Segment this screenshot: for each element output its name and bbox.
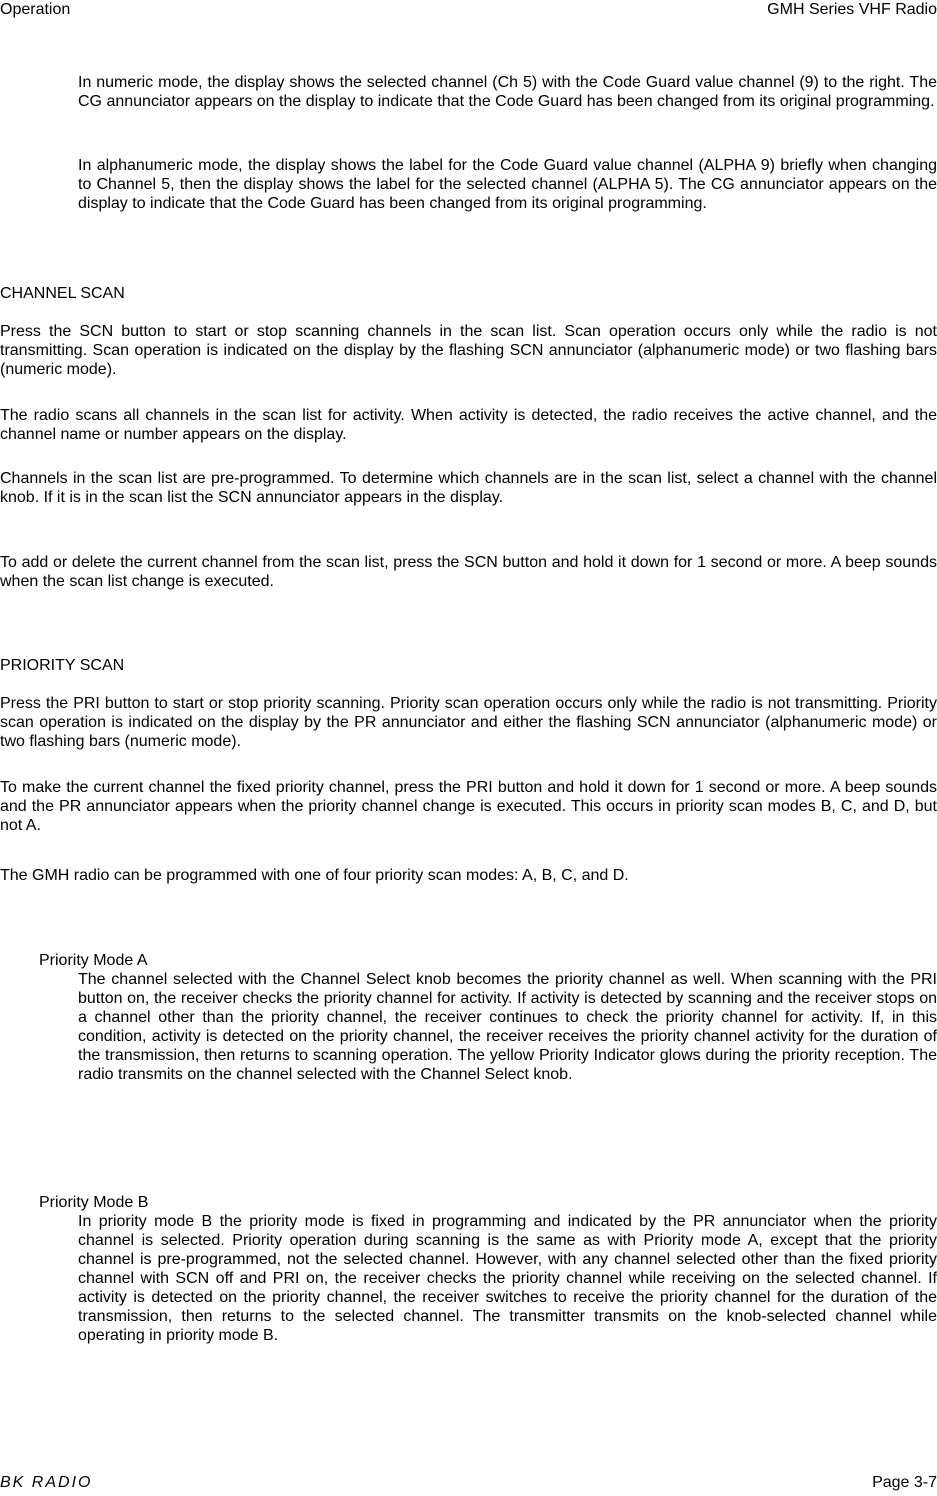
channel-scan-heading: CHANNEL SCAN — [0, 285, 125, 302]
intro-alphanumeric-paragraph: In alphanumeric mode, the display shows the label for the Code Guard value channel (ALPHA 9) briefly when changing to Channel 5, then the display shows the label for the selected channel (ALPHA 5). The CG annunciator appears on the display to indicate that the Code Guard has been changed from its original programming. — [78, 157, 937, 212]
priority-scan-heading: PRIORITY SCAN — [0, 657, 125, 674]
header-section-title: Operation — [0, 1, 71, 18]
channel-scan-paragraph-2: The radio scans all channels in the scan list for activity. When activity is detected, the radio receives the active channel, and the channel name or number appears on the display. — [0, 407, 937, 443]
priority-scan-paragraph-2: To make the current channel the fixed priority channel, press the PRI button and hold it down for 1 second or more. A beep sounds and the PR annunciator appears when the priority channel change is executed. This occurs in priority scan modes B, C, and D, but not A. — [0, 779, 937, 834]
channel-scan-paragraph-1: Press the SCN button to start or stop scanning channels in the scan list. Scan operation occurs only while the radio is not transmitting. Scan operation is indicated on the display by the flashing SCN annunciator (alphanumeric mode) or two flashing bars (numeric mode). — [0, 323, 937, 378]
intro-numeric-paragraph: In numeric mode, the display shows the selected channel (Ch 5) with the Code Guard value channel (9) to the right. The CG annunciator appears on the display to indicate that the Code Guard has been changed from its original programming. — [78, 74, 937, 110]
header-document-title: GMH Series VHF Radio — [767, 1, 937, 18]
priority-mode-a-body: The channel selected with the Channel Select knob becomes the priority channel as well. When scanning with the PRI button on, the receiver checks the priority channel for activity. If activity is detected by scanning and the receiver stops on a channel other than the priority channel, the receiver continues to check the priority channel for activity. If, in this condition, activity is detected on the priority channel, the receiver receives the priority channel activity for the duration of the transmission, then returns to scanning operation. The yellow Priority Indicator glows during the priority reception. The radio transmits on the channel selected with the Channel Select knob. — [78, 971, 937, 1083]
priority-mode-a-heading: Priority Mode A — [39, 952, 148, 969]
priority-scan-paragraph-3: The GMH radio can be programmed with one of four priority scan modes: A, B, C, and D. — [0, 867, 629, 884]
channel-scan-paragraph-3: Channels in the scan list are pre-programmed. To determine which channels are in the scan list, select a channel with the channel knob. If it is in the scan list the SCN annunciator appears in the display. — [0, 470, 937, 506]
channel-scan-paragraph-4: To add or delete the current channel from the scan list, press the SCN button and hold it down for 1 second or more. A beep sounds when the scan list change is executed. — [0, 554, 937, 590]
priority-mode-b-body: In priority mode B the priority mode is fixed in programming and indicated by the PR annunciator when the priority channel is selected. Priority operation during scanning is the same as with Priority mode A, except that the priority channel is pre-programmed, not the selected channel. However, with any channel selected other than the fixed priority channel with SCN off and PRI on, the receiver checks the priority channel while receiving on the selected channel. If activity is detected on the priority channel, the receiver switches to receive the priority channel for the duration of the transmission, then returns to the selected channel. The transmitter transmits on the knob-selected channel while operating in priority mode B. — [78, 1213, 937, 1344]
footer-brand: BK RADIO — [0, 1474, 93, 1491]
priority-mode-b-heading: Priority Mode B — [39, 1194, 149, 1211]
priority-scan-paragraph-1: Press the PRI button to start or stop priority scanning. Priority scan operation occurs only while the radio is not transmitting. Priority scan operation is indicated on the display by the PR annunciator and either the flashing SCN annunciator (alphanumeric mode) or two flashing bars (numeric mode). — [0, 695, 937, 750]
footer-page-number: Page 3-7 — [872, 1474, 937, 1491]
